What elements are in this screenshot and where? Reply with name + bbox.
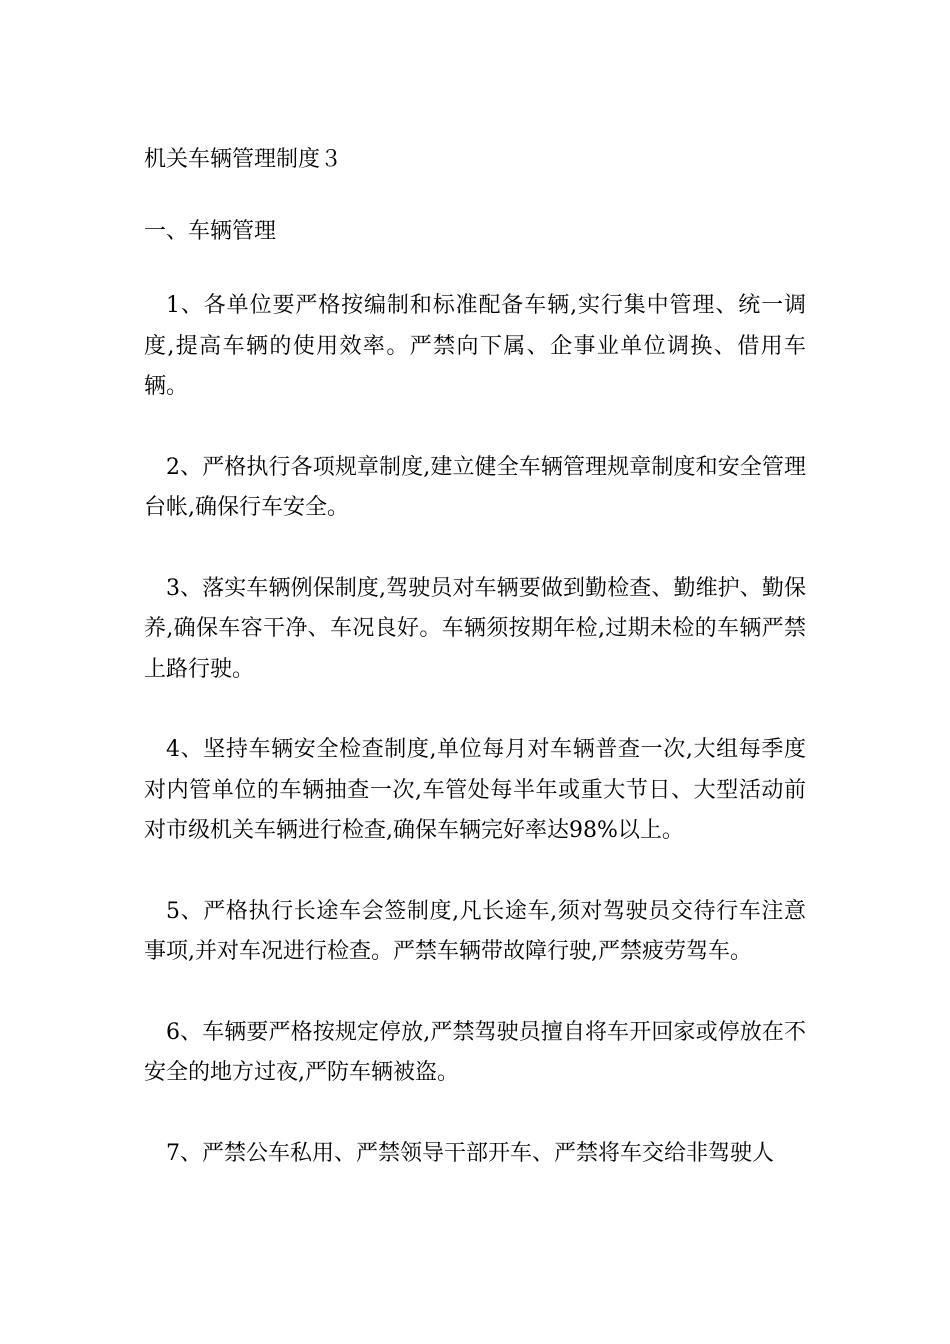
document-title: 机关车辆管理制度３	[144, 147, 343, 172]
paragraph-6: 6、车辆要严格按规定停放,严禁驾驶员擅自将车开回家或停放在不安全的地方过夜,严防车辆被盗。	[144, 1019, 806, 1085]
paragraph-4: 4、坚持车辆安全检查制度,单位每月对车辆普查一次,大组每季度对内管单位的车辆抽查一次,车管处每半年或重大节日、大型活动前对市级机关车辆进行检查,确保车辆完好率达98%以上。	[144, 737, 806, 843]
section-heading-vehicle-management: 一、车辆管理	[144, 219, 277, 244]
paragraph-7: 7、严禁公车私用、严禁领导干部开车、严禁将车交给非驾驶人	[166, 1140, 774, 1166]
paragraph-2: 2、严格执行各项规章制度,建立健全车辆管理规章制度和安全管理台帐,确保行车安全。	[144, 454, 806, 520]
paragraph-5: 5、严格执行长途车会签制度,凡长途车,须对驾驶员交待行车注意事项,并对车况进行检查。严禁车辆带故障行驶,严禁疲劳驾车。	[144, 898, 806, 964]
document-page	[144, 142, 806, 1214]
paragraph-3: 3、落实车辆例保制度,驾驶员对车辆要做到勤检查、勤维护、勤保养,确保车容干净、车况良好。车辆须按期年检,过期未检的车辆严禁上路行驶。	[144, 575, 806, 682]
paragraph-1: 1、各单位要严格按编制和标准配备车辆,实行集中管理、统一调度,提高车辆的使用效率。严禁向下属、企事业单位调换、借用车辆。	[144, 293, 806, 399]
